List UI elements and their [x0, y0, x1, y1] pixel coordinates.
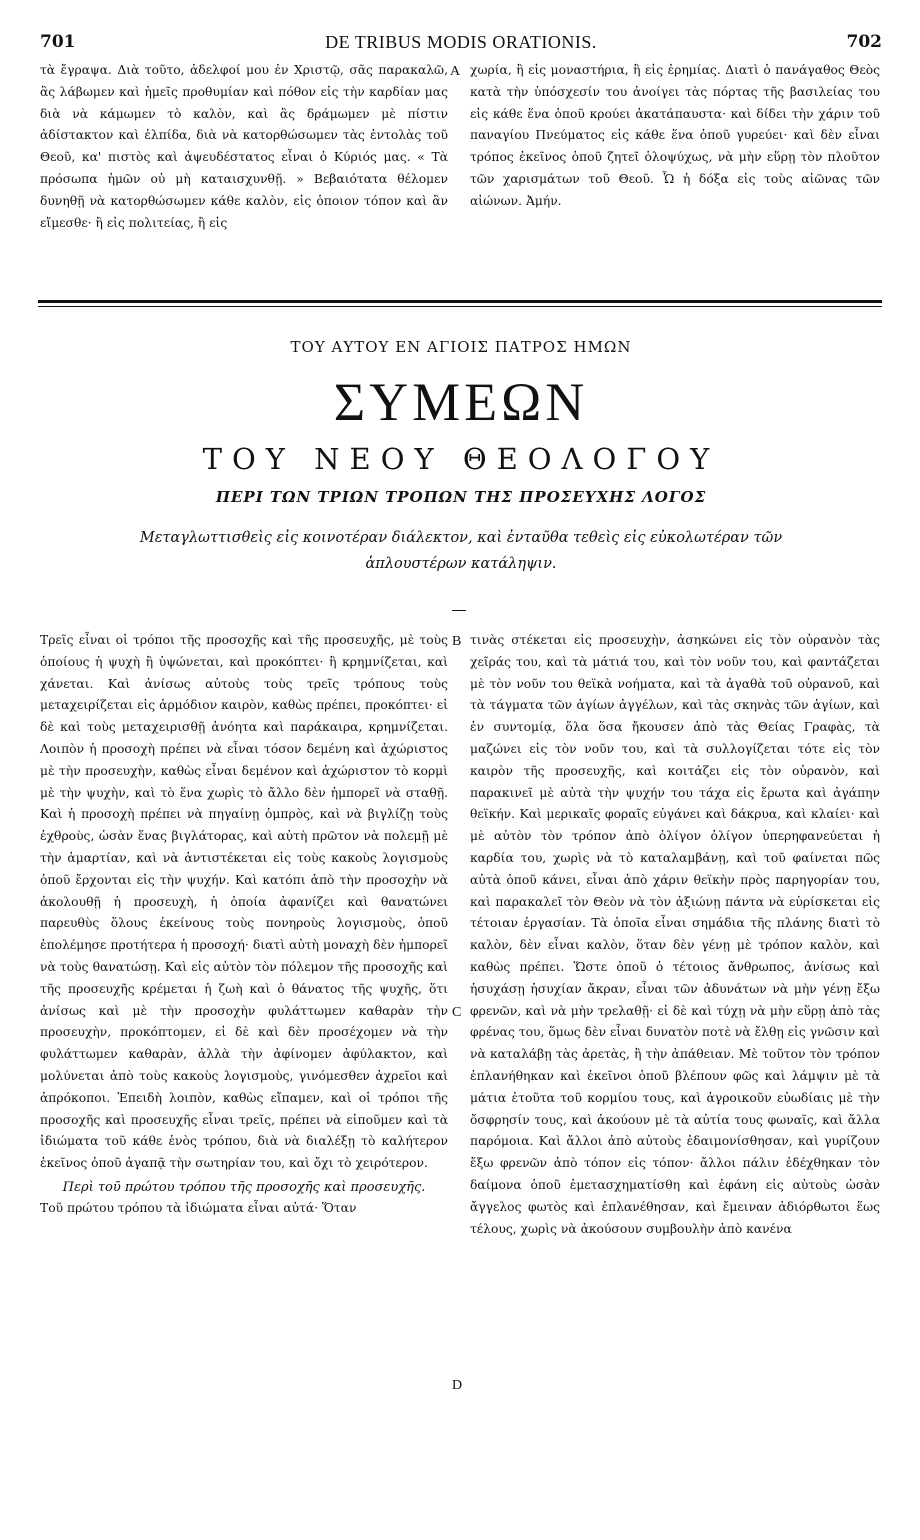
- margin-marker-d: D: [452, 1378, 463, 1393]
- section-subheading: Περὶ τοῦ πρώτου τρόπου τῆς προσοχῆς καὶ προσευχῆς.: [62, 1179, 426, 1195]
- top-left-column: τὰ ἔγραψα. Διὰ τοῦτο, ἀδελφοί μου ἐν Χριστῷ, σᾶς παρακαλῶ, ἂς λάβωμεν καὶ ἡμεῖς προθυμίαν καὶ πόθον εἰς τὴν καρδίαν μας διὰ νὰ κάμωμεν τὸ καλὸν, καὶ ἂς δράμωμεν μὲ πίστιν ἀδίστακτον καὶ ἐλπίδα, διὰ νὰ κατορθώσωμεν τὰς ἐντολὰς τοῦ Θεοῦ, κα' πιστὸς καὶ ἀψευδέστατος εἶναι ὁ Κύριός μας. « Τὰ πρόσωπα ἡμῶν οὐ μὴ καταισχυνθῇ. » Βεβαιότατα θέλομεν δυνηθῇ νὰ κατορθώσωμεν κάθε καλὸν, εἰς ὁποιον τόπον καὶ ἂν εἴμεσθε· ἢ εἰς πολιτείας, ἢ εἰς: [40, 63, 448, 230]
- running-title: DE TRIBUS MODIS ORATIONIS.: [325, 32, 597, 52]
- title-dash: [452, 610, 466, 611]
- title-preface: ΤΟΥ ΑΥΤΟΥ ΕΝ ΑΓΙΟΙΣ ΠΑΤΡΟΣ ΗΜΩΝ: [290, 338, 632, 356]
- title-subject: ΠΕΡΙ ΤΩΝ ΤΡΙΩΝ ΤΡΟΠΩΝ ΤΗΣ ΠΡΟΣΕΥΧΗΣ ΛΟΓΟΣ: [215, 488, 707, 506]
- body-right-column: τινὰς στέκεται εἰς προσευχὴν, ἀσηκώνει εἰς τὸν οὐρανὸν τὰς χεῖράς του, καὶ τὰ μάτιά του, καὶ τὸν νοῦν του, καὶ φαντάζεται μὲ τὸν νοῦν του θεϊκὰ νοήματα, καὶ τὰ ἀγαθὰ τοῦ οὐρανοῦ, καὶ τὰ τάγματα τῶν ἁγίων ἀγγέλων, καὶ τὰς σκηνὰς τῶν ἁγίων, καὶ ἐν συντομίᾳ, ὅλα ὅσα ἤκουσεν ἀπὸ τὰς Θείας Γραφὰς, τὰ μαζώνει εἰς τὸν νοῦν του, καὶ τὰ συλλογίζεται τότε εἰς τὸν καιρὸν τῆς προσευχῆς, καὶ κοιτάζει εἰς τὸν οὐρανὸν, καὶ παρακινεῖ μὲ αὐτὰ τὴν ψυχήν του τάχα εἰς ἔρωτα καὶ ἀγάπην θεϊκήν. Καὶ μερικαῖς φοραῖς εὐγάνει καὶ δάκρυα, καὶ κλαίει· καὶ μὲ αὐτὸν τὸν τρόπον ἀπὸ ὀλίγον ὀλίγον ὑπερηφανεύεται ἡ καρδία του, χωρὶς νὰ τὸ καταλαμβάνῃ, καὶ τοῦ φαίνεται πῶς αὐτὰ ὁποῦ κάνει, εἶναι ἀπὸ χάριν θεϊκὴν πρὸς παρηγορίαν του, καὶ παρακαλεῖ τὸν Θεὸν νὰ τὸν ἀξιώνῃ πάντα νὰ εὑρίσκεται εἰς τέτοιαν ἐργασίαν. Τὰ ὁποῖα εἶναι σημάδια τῆς πλάνης διατὶ τὸ καλὸν, δὲν εἶναι καλὸν, ὅταν δὲν γένῃ μὲ τρόπον καλὸν, καὶ καθὼς πρέπει. Ὥστε ὁποῦ ὁ τέτοιος ἄνθρωπος, ἀνίσως καὶ ἡσυχάσῃ ἡσυχίαν ἄκραν, εἶναι τῶν ἀδυνάτων νὰ μὴν γένῃ ἔξω φρενῶν, καὶ νὰ μὴν τρελαθῇ· εἰ δὲ καὶ τύχῃ νὰ μὴν εὕρῃ ἀπὸ τὰς φρένας του, ὅμως δὲν εἶναι δυνατὸν ποτὲ νὰ ἔλθῃ εἰς γνῶσιν καὶ νὰ καταλάβῃ τὰς ἀρετὰς, ἢ τὴν ἀπάθειαν. Μὲ τοῦτον τὸν τρόπον ἐπλανήθηκαν καὶ ἐκεῖνοι ὁποῦ βλέπουν φῶς καὶ λάμψιν μὲ τὰ μάτια ἐτοῦτα τοῦ κορμίου τους, καὶ ἀγροικοῦν εὐωδίαις μὲ τὴν ὄσφρησίν τους, καὶ ἀκούουν μὲ τὰ αὐτία τους φωναῖς, καὶ ἄλλα παρόμοια. Καὶ ἄλλοι ἀπὸ αὐτοὺς ἐδαιμονίσθησαν, καὶ γυρίζουν ἔξω φρενῶν ἀπὸ τόπον εἰς τόπον· ἄλλοι πάλιν ἐδέχθηκαν τὸν δαίμονα ὁποῦ ἐμετασχηματίσθη καὶ ἐφάνη εἰς αὐτοὺς ὡσὰν ἄγγελος φωτὸς καὶ ἐπλανέθησαν, καὶ ἔμειναν ἀδιόρθωτοι ἕως τέλους, χωρὶς νὰ ἀκούσουν συμβουλὴν ἀπὸ κανένα: [470, 633, 880, 1236]
- body-paragraph-2: Τοῦ πρώτου τρόπου τὰ ἰδιώματα εἶναι αὐτά· Ὅταν: [40, 1200, 357, 1215]
- section-rule-thick: [38, 300, 882, 303]
- body-paragraph-1: Τρεῖς εἶναι οἱ τρόποι τῆς προσοχῆς καὶ τῆς προσευχῆς, μὲ τοὺς ὁποίους ἡ ψυχὴ ἢ ὑψώνεται, καὶ προκόπτει· ἢ κρημνίζεται, καὶ χάνεται. Καὶ ἀνίσως αὐτοὺς τοὺς τρεῖς τρόπους τοὺς μεταχειρίζεται εἰς ἁρμόδιον καιρὸν, καθὼς πρέπει, προκόπτει· εἰ δὲ καὶ τοὺς μεταχειρισθῇ ἀνόητα καὶ παράκαιρα, κρημνίζεται. Λοιπὸν ἡ προσοχὴ πρέπει νὰ εἶναι τόσον δεμένη καὶ ἀχώριστος μὲ τὴν προσευχὴν, καθὼς εἶναι δεμένον καὶ ἀχώριστον τὸ κορμὶ μὲ τὴν ψυχὴν, καὶ τὸ ἕνα χωρὶς τὸ ἄλλο δὲν ἠμπορεῖ νὰ σταθῇ. Καὶ ἡ προσοχὴ πρέπει νὰ πηγαίνῃ ὀμπρὸς, καὶ νὰ βιγλίζῃ τοὺς ἐχθροὺς, ὡσὰν ἕνας βιγλάτορας, καὶ αὐτὴ πρῶτον νὰ πολεμῇ μὲ τὴν ἁμαρτίαν, καὶ νὰ ἀντιστέκεται εἰς τοὺς κακοὺς λογισμοὺς ὁποῦ ἔρχονται εἰς τὴν ψυχήν. Καὶ κατόπι ἀπὸ τὴν προσοχὴν νὰ ἀκολουθῇ ἡ προσευχὴ, ἡ ὁποία ἀφανίζει καὶ θανατώνει παρευθὺς ὅλους ἐκείνους τοὺς πονηροὺς λογισμοὺς, ὁποῦ ἐπολέμησε προτήτερα ἡ προσοχή· διατὶ αὐτὴ μοναχὴ δὲν ἠμπορεῖ νὰ τοὺς θανατώσῃ. Καὶ εἰς αὐτὸν τὸν πόλεμον τῆς προσοχῆς καὶ τῆς προσευχῆς κρέμεται ἡ ζωὴ καὶ ὁ θάνατος τῆς ψυχῆς, ὅτι ἀνίσως καὶ μὲ τὴν προσοχὴν φυλάττωμεν καθαρὰν τὴν προσευχὴν, προκόπτομεν, εἰ δὲ καὶ δὲν προσέχομεν νὰ τὴν φυλάττωμεν καθαρὰν, ἀλλὰ τὴν ἀφίνομεν ἀφύλακτον, καὶ μολύνεται ἀπὸ τοὺς κακοὺς λογισμοὺς, γινόμεσθεν ἀχρεῖοι καὶ ἀπρόκοποι. Ἐπειδὴ λοιπὸν, καθὼς εἴπαμεν, καὶ οἱ τρόποι τῆς προσοχῆς καὶ προσευχῆς εἶναι τρεῖς, πρέπει νὰ εἰποῦμεν καὶ τὰ ἰδιώματα τοῦ κάθε ἑνὸς τρόπου, διὰ νὰ διαλέξῃ τὸ καλήτερον ἐκεῖνος ὁποῦ ἀγαπᾷ τὴν σωτηρίαν του, καὶ ὄχι τὸ χειρότερον.: [40, 633, 448, 1171]
- margin-marker-c: C: [452, 1005, 462, 1020]
- title-epithet: ΤΟΥ ΝΕΟΥ ΘΕΟΛΟΓΟΥ: [202, 442, 720, 476]
- margin-marker-b: B: [452, 634, 462, 649]
- section-rule-thin: [38, 306, 882, 307]
- margin-marker-a: A: [450, 64, 461, 79]
- page-number-right: 702: [846, 32, 882, 52]
- page-number-left: 701: [40, 32, 76, 52]
- body-left-column: [40, 630, 448, 1220]
- top-right-column: χωρία, ἢ εἰς μοναστήρια, ἢ εἰς ἐρημίας. Διατὶ ὁ πανάγαθος Θεὸς κατὰ τὴν ὑπόσχεσίν του ἀνοίγει τὰς πόρτας τῆς βασιλείας του εἰς κάθε ἕνα ὁποῦ κρούει ἀκατάπαυστα· καὶ δίδει τὴν χάριν τοῦ παναγίου Πνεύματος εἰς κάθε ἕνα ὁποῦ γυρεύει· καὶ δὲν εἶναι τρόπος ἐκεῖνος ὁποῦ ζητεῖ ὁλοψύχως, νὰ μὴν εὕρῃ τὸν πλοῦτον τῶν χαρισμάτων τοῦ Θεοῦ. Ὧ ἡ δόξα εἰς τοὺς αἰῶνας τῶν αἰώνων. Ἀμήν.: [470, 63, 880, 208]
- title-note: Μεταγλωττισθεὶς εἰς κοινοτέραν διάλεκτον, καὶ ἐνταῦθα τεθεὶς εἰς εὐκολωτέραν τῶν ἁπλουστέρων κατάληψιν.: [139, 530, 783, 572]
- page-header: [40, 32, 882, 56]
- title-name: ΣΥΜΕΩΝ: [333, 372, 589, 432]
